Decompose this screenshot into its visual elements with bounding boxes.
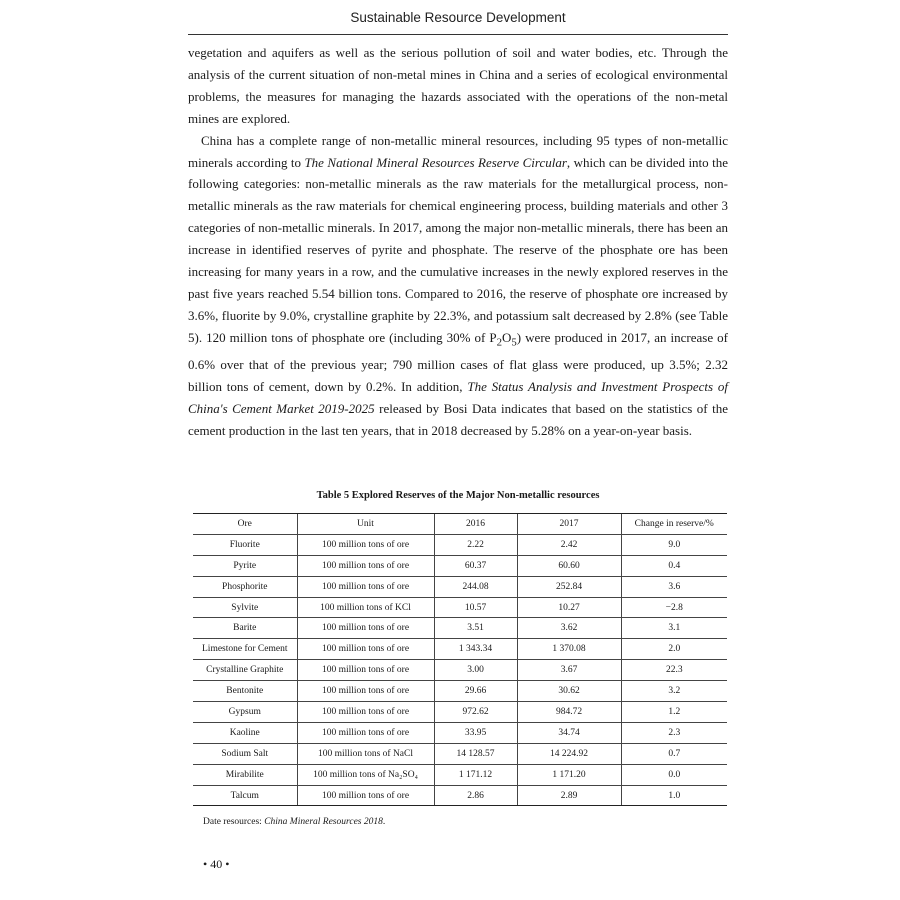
cell-2017: 60.60 — [517, 555, 621, 576]
table-row — [193, 660, 727, 681]
paragraph-2-part-4: released by Bosi Data indicates that based on the statistics of the cement production in the last ten years, that in 2018 decreased by 5.28% on a year-on-year basis. — [188, 401, 728, 438]
cell-change: 9.0 — [621, 534, 727, 555]
cell-change: 0.7 — [621, 743, 727, 764]
cell-unit: 100 million tons of ore — [297, 702, 434, 723]
table-row — [193, 534, 727, 555]
cell-ore: Sodium Salt — [193, 743, 297, 764]
cell-2016: 29.66 — [434, 681, 517, 702]
cell-2017: 30.62 — [517, 681, 621, 702]
cell-2017: 252.84 — [517, 576, 621, 597]
page-number: • 40 • — [203, 857, 230, 871]
cell-unit: 100 million tons of NaCl — [297, 743, 434, 764]
cell-2016: 1 343.34 — [434, 639, 517, 660]
table-source-note: Date resources: China Mineral Resources 2018. — [203, 817, 386, 827]
cell-2016: 972.62 — [434, 702, 517, 723]
cell-2017: 34.74 — [517, 722, 621, 743]
cell-2017: 3.62 — [517, 618, 621, 639]
table-row — [193, 576, 727, 597]
cell-ore: Mirabilite — [193, 764, 297, 785]
cell-2016: 3.00 — [434, 660, 517, 681]
table-row — [193, 785, 727, 806]
cell-ore: Phosphorite — [193, 576, 297, 597]
paragraph-2 — [188, 130, 728, 442]
cell-unit: 100 million tons of ore — [297, 576, 434, 597]
header-ore: Ore — [193, 514, 297, 535]
table-row — [193, 555, 727, 576]
cell-ore: Kaoline — [193, 722, 297, 743]
source-title: China Mineral Resources 2018 — [264, 817, 383, 827]
table-row — [193, 702, 727, 723]
header-2017: 2017 — [517, 514, 621, 535]
cell-ore: Limestone for Cement — [193, 639, 297, 660]
header-rule — [188, 34, 728, 35]
table-row — [193, 639, 727, 660]
cell-ore: Barite — [193, 618, 297, 639]
cell-change: 2.3 — [621, 722, 727, 743]
cell-2016: 33.95 — [434, 722, 517, 743]
cell-unit: 100 million tons of ore — [297, 639, 434, 660]
cell-unit: 100 million tons of ore — [297, 618, 434, 639]
cell-unit: 100 million tons of Na₂SO₄ — [297, 764, 434, 785]
cell-2016: 10.57 — [434, 597, 517, 618]
cell-2016: 2.86 — [434, 785, 517, 806]
header-change: Change in reserve/% — [621, 514, 727, 535]
cell-change: 0.0 — [621, 764, 727, 785]
cell-unit: 100 million tons of ore — [297, 785, 434, 806]
header-unit: Unit — [297, 514, 434, 535]
cell-change: 1.0 — [621, 785, 727, 806]
paragraph-2-part-1: China has a complete range of non-metallic mineral resources, including 95 types of non-metallic minerals according to — [188, 132, 728, 170]
table-row — [193, 764, 727, 785]
cell-2017: 2.42 — [517, 534, 621, 555]
cell-ore: Gypsum — [193, 702, 297, 723]
cell-change: 3.6 — [621, 576, 727, 597]
cell-change: 3.2 — [621, 681, 727, 702]
cell-2016: 244.08 — [434, 576, 517, 597]
cell-change: 2.0 — [621, 639, 727, 660]
cell-2016: 2.22 — [434, 534, 517, 555]
cell-2017: 2.89 — [517, 785, 621, 806]
cell-unit: 100 million tons of ore — [297, 534, 434, 555]
table-row — [193, 681, 727, 702]
cell-ore: Sylvite — [193, 597, 297, 618]
cell-2017: 984.72 — [517, 702, 621, 723]
cell-2016: 3.51 — [434, 618, 517, 639]
cell-change: 3.1 — [621, 618, 727, 639]
table-body — [193, 534, 727, 806]
cell-unit: 100 million tons of KCl — [297, 597, 434, 618]
running-header: Sustainable Resource Development — [350, 10, 566, 25]
cell-ore: Fluorite — [193, 534, 297, 555]
cell-ore: Crystalline Graphite — [193, 660, 297, 681]
table-row — [193, 597, 727, 618]
body-text — [188, 42, 728, 442]
cell-2017: 14 224.92 — [517, 743, 621, 764]
cement-report-title: The Status Analysis and Investment Prospects of China's Cement Market 2019-2025 — [188, 379, 729, 417]
paragraph-1: vegetation and aquifers as well as the serious pollution of soil and water bodies, etc. Through the analysis of the current situation of non-metal mines in China and a series of ecological environmental problems, the measures for managing the hazards associated with the operations of the non-metal mines are explored. — [188, 45, 728, 126]
cell-2017: 1 370.08 — [517, 639, 621, 660]
cell-change: 0.4 — [621, 555, 727, 576]
table-row — [193, 618, 727, 639]
cell-ore: Bentonite — [193, 681, 297, 702]
cell-unit: 100 million tons of ore — [297, 722, 434, 743]
header-2016: 2016 — [434, 514, 517, 535]
cell-2017: 10.27 — [517, 597, 621, 618]
cell-unit: 100 million tons of ore — [297, 555, 434, 576]
paragraph-2-part-2: , which can be divided into the following categories: non-metallic minerals as the raw materials for the metallurgical process, non-metallic minerals as the raw materials for chemical engineering process, building materials and other 3 categories of non-metallic minerals. In 2017, among the major non-metallic minerals, there has been an increase in identified reserves of pyrite and phosphate. The reserve of the phosphate ore has been increasing for many years in a row, and the cumulative increases in the newly explored reserves in the past five years reached 5.54 billion tons. Compared to 2016, the reserve of phosphate ore increased by 3.6%, fluorite by 9.0%, crystalline graphite by 22.3%, and potassium salt decreased by 2.8% (see Table 5). 120 million tons of phosphate ore (including 30% of — [188, 154, 728, 345]
cell-ore: Pyrite — [193, 555, 297, 576]
cell-change: −2.8 — [621, 597, 727, 618]
paragraph-2-part-3: ) were produced in 2017, an increase of 0.6% over that of the previous year; 790 million cases of flat glass were produced, up 3.5%; 2.32 billion tons of cement, down by 0.2%. In addition, — [188, 329, 728, 395]
cell-unit: 100 million tons of ore — [297, 660, 434, 681]
cell-2017: 1 171.20 — [517, 764, 621, 785]
p2o5-formula: $P_2O_5$ — [489, 329, 517, 349]
cell-2016: 14 128.57 — [434, 743, 517, 764]
table-caption: Table 5 Explored Reserves of the Major Non-metallic resources — [316, 490, 600, 501]
cell-2017: 3.67 — [517, 660, 621, 681]
cell-change: 22.3 — [621, 660, 727, 681]
cell-unit: 100 million tons of ore — [297, 681, 434, 702]
cell-change: 1.2 — [621, 702, 727, 723]
cell-2016: 1 171.12 — [434, 764, 517, 785]
reserves-table — [193, 513, 727, 806]
table-row — [193, 722, 727, 743]
cell-2016: 60.37 — [434, 555, 517, 576]
cell-ore: Talcum — [193, 785, 297, 806]
circular-title: The National Mineral Resources Reserve Circular — [304, 154, 567, 170]
table-row — [193, 743, 727, 764]
table-header-row — [193, 514, 727, 535]
